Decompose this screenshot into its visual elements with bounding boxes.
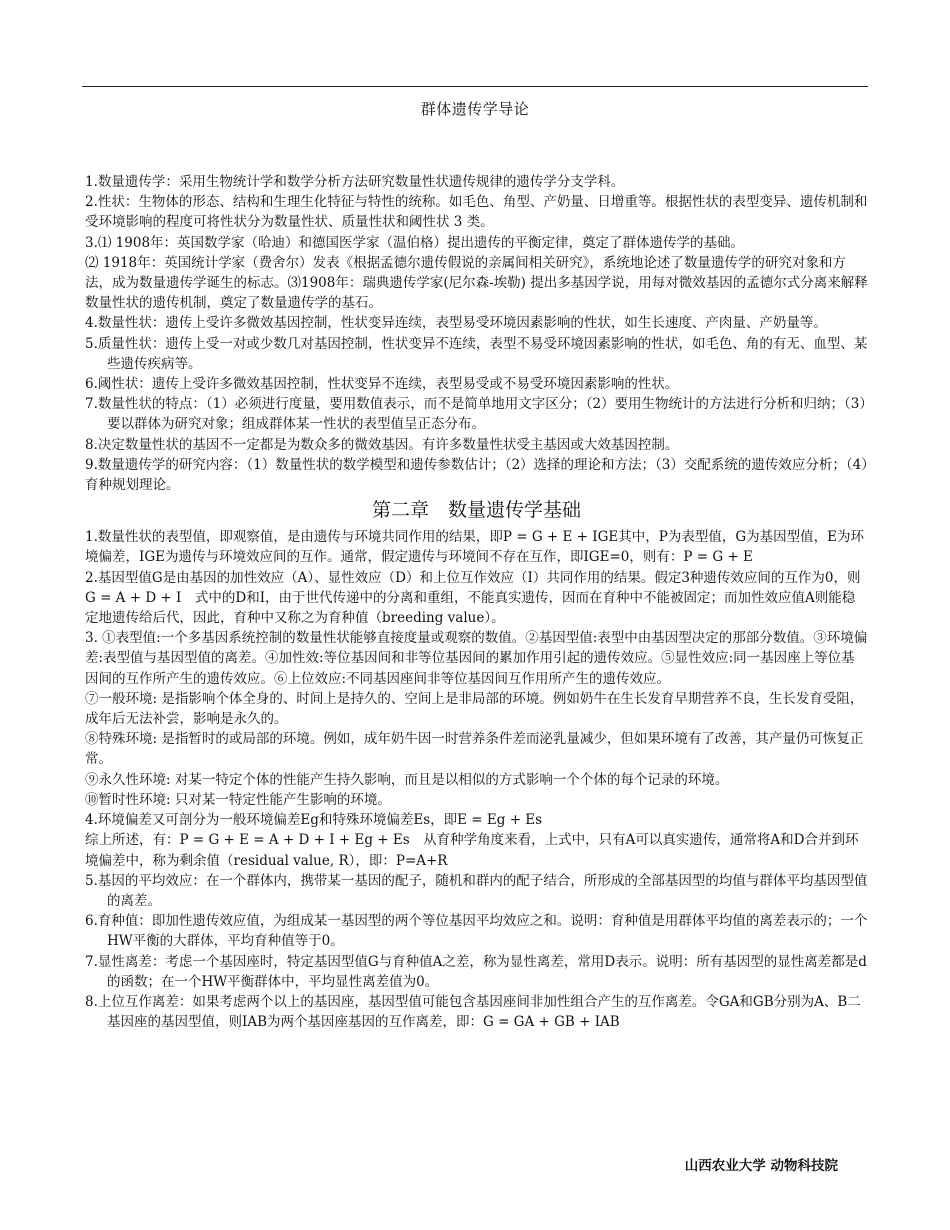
paragraph: 6.育种值：即加性遗传效应值，为组成某一基因型的两个等位基因平均效应之和。说明：育种值是用群体平均值的离差表示的；一个HW平衡的大群体，平均育种值等于0。 xyxy=(85,913,868,950)
paragraph: 3. ①表型值:一个多基因系统控制的数量性状能够直接度量或观察的数值。②基因型值:表型中由基因型决定的那部分数值。③环境偏差:表型值与基因型值的离差。④加性效:等位基因间和非等位基因间的累加作用引起的遗传效应。⑤显性效应:同一基因座上等位基因间的互作所产生的遗传效应。⑥上位效应:不同基因座间非等位基因间互作用所产生的遗传效应。 xyxy=(85,630,868,687)
paragraph: 3.⑴ 1908年：英国数学家（哈迪）和德国医学家（温伯格）提出遗传的平衡定律，奠定了群体遗传学的基础。 xyxy=(85,234,745,251)
paragraph: 7.显性离差：考虑一个基因座时，特定基因型值G与育种值A之差，称为显性离差，常用D表示。说明：所有基因型的显性离差都是d 的函数；在一个HW平衡群体中，平均显性离差值为0。 xyxy=(85,953,867,990)
document-body xyxy=(85,172,868,1032)
paragraph: 6.阈性状：遗传上受许多微效基因控制，性状变异不连续，表型易受或不易受环境因素影响的性状。 xyxy=(85,376,679,393)
paragraph: ⑨永久性环境: 对某一特定个体的性能产生持久影响，而且是以相似的方式影响一个个体的每个记录的环境。 xyxy=(85,771,729,788)
paragraph: ⑦一般环境: 是指影响个体全身的、时间上是持久的、空间上是非局部的环境。例如奶牛在生长发育早期营养不良，生长发育受阻，成年后无法补尝，影响是永久的。 xyxy=(85,690,864,728)
paragraph: 9.数量遗传学的研究内容：（1）数量性状的数学模型和遗传参数估计；（2）选择的理论和方法；（3）交配系统的遗传效应分析；（4）育种规划理论。 xyxy=(85,456,868,494)
header-rule xyxy=(82,86,868,87)
paragraph: 7.数量性状的特点：（1）必须进行度量，要用数值表示，而不是简单地用文字区分；（2）要用生物统计的方法进行分析和归纳；（3）要以群体为研究对象；组成群体某一性状的表型值呈正态分布。 xyxy=(85,396,867,433)
paragraph: 综上所述，有：P = G + E = A + D + I + Eg + Es 从育种学角度来看，上式中，只有A可以真实遗传，通常将A和D合并到环境偏差中，称为剩余值（residual value, R），即：P=A+R xyxy=(85,832,859,869)
chapter-heading: 第二章 数量遗传学基础 xyxy=(371,499,581,522)
paragraph: 4.环境偏差又可剖分为一般环境偏差Eg和特殊环境偏差Es，即E = Eg + Es xyxy=(85,812,543,829)
paragraph: 5.基因的平均效应：在一个群体内，携带某一基因的配子，随机和群内的配子结合，所形成的全部基因型的均值与群体平均基因型值的离差。 xyxy=(85,872,868,909)
paragraph: 5.质量性状：遗传上受一对或少数几对基因控制，性状变异不连续，表型不易受环境因素影响的性状，如毛色、角的有无、血型、某些遗传疾病等。 xyxy=(85,335,868,372)
paragraph: 1.数量性状的表型值，即观察值，是由遗传与环境共同作用的结果，即P = G + E + IGE其中，P为表型值，G为基因型值，E为环境偏差，IGE为遗传与环境效应间的互作。通常，假定遗传与环境间不存在互作，即IGE=0，则有：P = G + E xyxy=(85,529,864,566)
paragraph: ⑩暂时性环境: 只对某一特定性能产生影响的环境。 xyxy=(85,791,391,808)
page-title: 群体遗传学导论 xyxy=(420,100,530,118)
paragraph: ⑵ 1918年：英国统计学家（费舍尔）发表《根据孟德尔遗传假说的亲属间相关研究》，系统地论述了数量遗传学的研究对象和方法，成为数量遗传学诞生的标志。⑶1908年：瑞典遗传学家(尼尔森-埃勒) 提出多基因学说，用每对微效基因的孟德尔式分离来解释数量性状的遗传机制，奠定了数量遗传学的基石。 xyxy=(85,254,868,312)
paragraph: 2.基因型值G是由基因的加性效应（A）、显性效应（D）和上位互作效应（I）共同作用的结果。假定3种遗传效应间的互作为0，则G = A + D + I 式中的D和I，由于世代传递中的分离和重组，不能真实遗传，因而在育种中不能被固定；而加性效应值A则能稳定地遗传给后代，因此，育种中又称之为育种值（breeding value）。 xyxy=(85,569,861,627)
paragraph: 8.上位互作离差：如果考虑两个以上的基因座，基因型值可能包含基因座间非加性组合产生的互作离差。令GA和GB分别为A、B二基因座的基因型值，则IAB为两个基因座基因的互作离差，即：G = GA + GB + IAB xyxy=(85,993,861,1031)
footer-institution: 山西农业大学 动物科技院 xyxy=(684,1158,838,1174)
paragraph: 8.决定数量性状的基因不一定都是为数众多的微效基因。有许多数量性状受主基因或大效基因控制。 xyxy=(85,436,679,453)
paragraph: 1.数量遗传学：采用生物统计学和数学分析方法研究数量性状遗传规律的遗传学分支学科。 xyxy=(85,174,625,190)
paragraph: ⑧特殊环境: 是指暂时的或局部的环境。例如，成年奶牛因一时营养条件差而泌乳量减少，但如果环境有了改善，其产量仍可恢复正常。 xyxy=(85,731,864,768)
paragraph: 4.数量性状：遗传上受许多微效基因控制，性状变异连续，表型易受环境因素影响的性状，如生长速度、产肉量、产奶量等。 xyxy=(85,315,827,332)
paragraph: 2.性状：生物体的形态、结构和生理生化特征与特性的统称。如毛色、角型、产奶量、日增重等。根据性状的表型变异、遗传机制和受环境影响的程度可将性状分为数量性状、质量性状和阈性状 3 类。 xyxy=(85,194,868,231)
